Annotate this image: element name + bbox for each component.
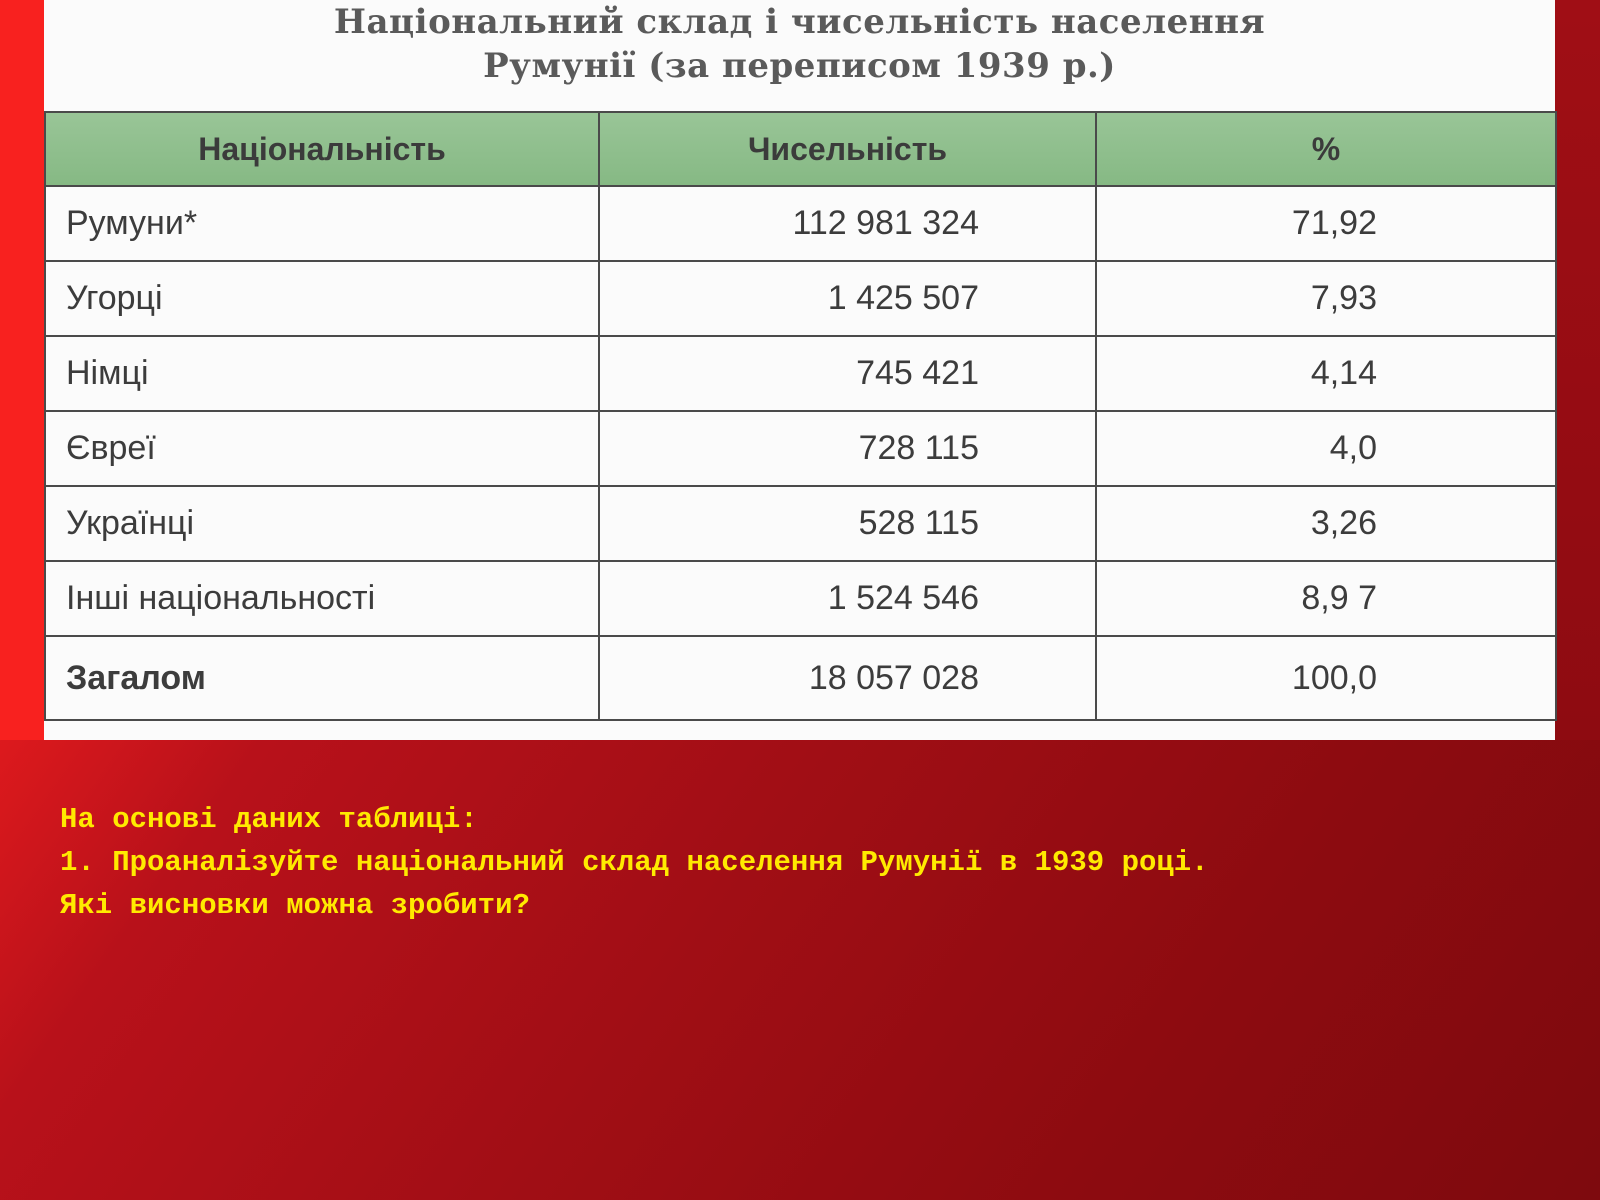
left-red-strip	[0, 0, 44, 740]
cell-percent: 3,26	[1096, 486, 1556, 561]
cell-count: 1 425 507	[599, 261, 1096, 336]
cell-count: 528 115	[599, 486, 1096, 561]
cell-count: 1 524 546	[599, 561, 1096, 636]
table-title-line-2: Румунії (за переписом 1939 р.)	[483, 46, 1116, 86]
table-header-row	[45, 112, 1556, 186]
cell-count: 112 981 324	[599, 186, 1096, 261]
cell-percent: 4,0	[1096, 411, 1556, 486]
cell-total-count: 18 057 028	[599, 636, 1096, 720]
cell-nationality: Євреї	[45, 411, 599, 486]
cell-count: 728 115	[599, 411, 1096, 486]
cell-nationality: Румуни*	[45, 186, 599, 261]
cell-total-percent: 100,0	[1096, 636, 1556, 720]
cell-nationality: Українці	[45, 486, 599, 561]
scanned-table-image	[44, 0, 1555, 740]
question-task-2: Які висновки можна зробити?	[60, 889, 530, 922]
cell-nationality: Німці	[45, 336, 599, 411]
assignment-question	[60, 798, 1560, 927]
cell-nationality: Угорці	[45, 261, 599, 336]
cell-percent: 8,9 7	[1096, 561, 1556, 636]
cell-percent: 71,92	[1096, 186, 1556, 261]
table-total-row	[45, 636, 1556, 720]
table-row	[45, 336, 1556, 411]
table-title-line-1: Національний склад і чисельність населення	[333, 2, 1266, 42]
table-row	[45, 561, 1556, 636]
cell-percent: 4,14	[1096, 336, 1556, 411]
cell-count: 745 421	[599, 336, 1096, 411]
cell-total-label: Загалом	[45, 636, 599, 720]
header-percent: %	[1096, 112, 1556, 186]
table-row	[45, 411, 1556, 486]
question-task-1: 1. Проаналізуйте національний склад населення Румунії в 1939 році.	[60, 846, 1209, 879]
population-table	[44, 111, 1557, 721]
table-row	[45, 486, 1556, 561]
cell-nationality: Інші національності	[45, 561, 599, 636]
cell-percent: 7,93	[1096, 261, 1556, 336]
table-row	[45, 186, 1556, 261]
table-title	[44, 0, 1555, 88]
right-red-strip	[1555, 0, 1600, 740]
header-count: Чисельність	[599, 112, 1096, 186]
table-row	[45, 261, 1556, 336]
question-intro: На основі даних таблиці:	[60, 803, 478, 836]
header-nationality: Національність	[45, 112, 599, 186]
